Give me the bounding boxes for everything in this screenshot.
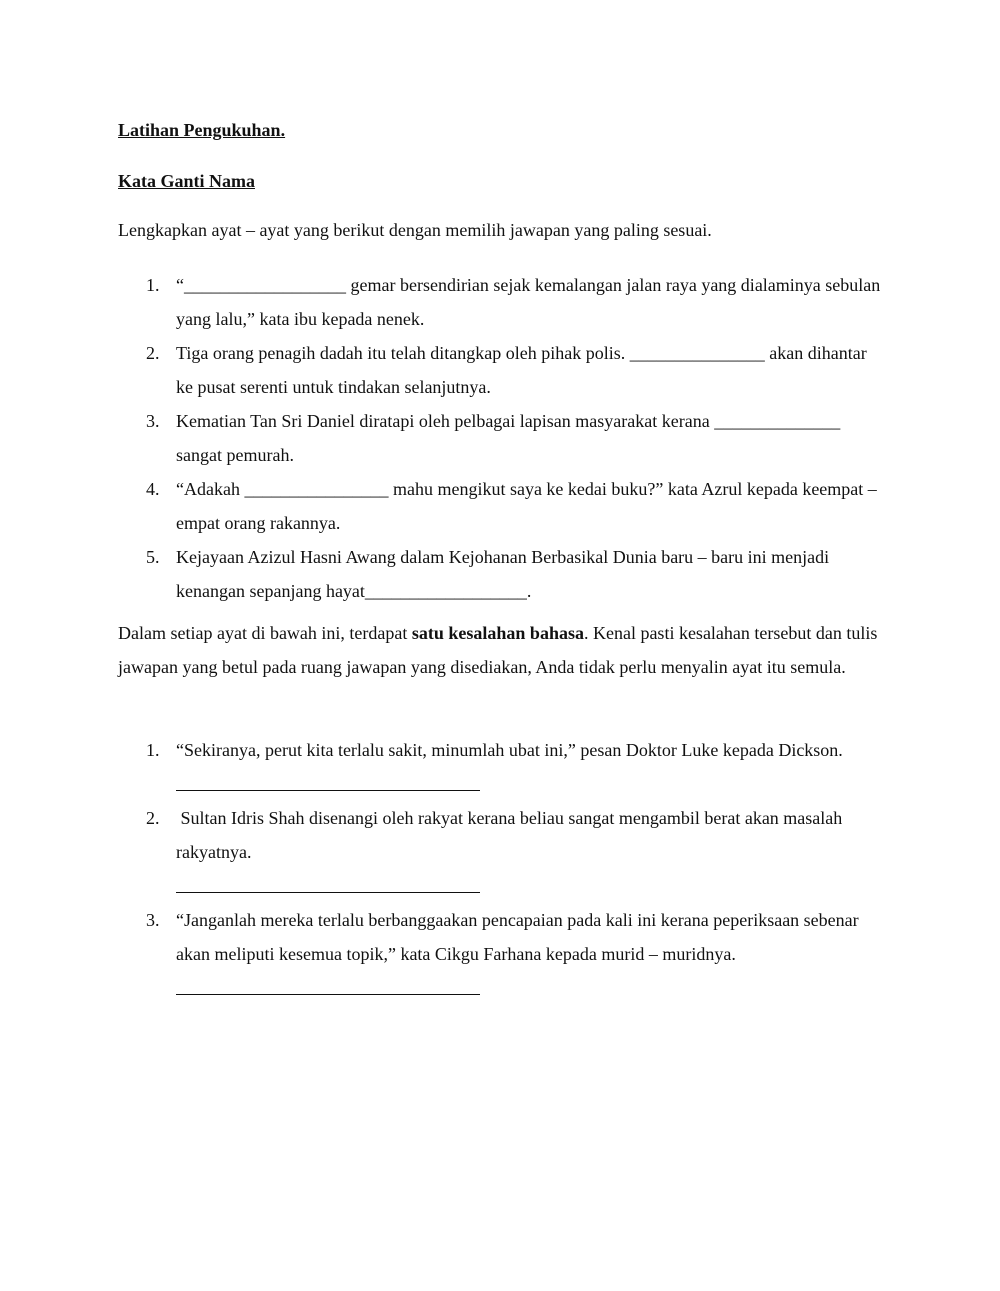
- answer-line[interactable]: [176, 869, 480, 893]
- question-text: Sultan Idris Shah disenangi oleh rakyat kerana beliau sangat mengambil berat akan masalah rakyatnya.: [176, 808, 847, 862]
- question-text: “Janganlah mereka terlalu berbanggaakan pencapaian pada kali ini kerana peperiksaan sebenar akan meliputi kesemua topik,” kata Cikgu Farhana kepada murid – muridnya.: [176, 910, 859, 964]
- section1-question: [118, 472, 888, 540]
- question-text: Tiga orang penagih dadah itu telah ditangkap oleh pihak polis. _______________ akan dihantar ke pusat serenti untuk tindakan selanjutnya.: [176, 343, 867, 397]
- instruction-emphasis: satu kesalahan bahasa: [411, 623, 584, 643]
- question-text: “Sekiranya, perut kita terlalu sakit, minumlah ubat ini,” pesan Doktor Luke kepada Dickson.: [176, 740, 843, 760]
- question-text: “__________________ gemar bersendirian sejak kemalangan jalan raya yang dialaminya sebulan yang lalu,” kata ibu kepada nenek.: [176, 275, 881, 329]
- question-number: 5.: [146, 547, 160, 567]
- section1-question: [118, 268, 888, 336]
- section1-question: [118, 336, 888, 404]
- question-number: 1.: [146, 740, 160, 760]
- question-number: 3.: [146, 910, 160, 930]
- instruction-text-before: Dalam setiap ayat di bawah ini, terdapat: [118, 623, 412, 643]
- section2-question: [118, 733, 888, 801]
- answer-line[interactable]: [176, 767, 480, 791]
- question-number: 2.: [146, 808, 160, 828]
- answer-space[interactable]: [176, 767, 888, 801]
- question-number: 1.: [146, 275, 160, 295]
- worksheet-subtitle: Kata Ganti Nama: [118, 171, 255, 191]
- question-number: 3.: [146, 411, 160, 431]
- instruction-text-after: . Kenal pasti kesalahan tersebut dan tulis jawapan yang betul pada ruang jawapan yang disediakan, Anda tidak perlu menyalin ayat itu semula.: [118, 623, 878, 677]
- answer-space[interactable]: [176, 869, 888, 903]
- question-text: “Adakah ________________ mahu mengikut saya ke kedai buku?” kata Azrul kepada keempat – empat orang rakannya.: [176, 479, 877, 533]
- section2-question: [118, 801, 888, 903]
- section1-question: [118, 540, 888, 608]
- section1-question-list: [118, 268, 888, 608]
- section1-question: [118, 404, 888, 472]
- answer-line[interactable]: [176, 971, 480, 995]
- section2-question: [118, 903, 888, 1005]
- question-number: 4.: [146, 479, 160, 499]
- section1-instruction: Lengkapkan ayat – ayat yang berikut dengan memilih jawapan yang paling sesuai.: [118, 220, 712, 240]
- section2-question-list: [118, 733, 888, 1005]
- question-text: Kematian Tan Sri Daniel diratapi oleh pelbagai lapisan masyarakat kerana ______________ sangat pemurah.: [176, 411, 841, 465]
- question-number: 2.: [146, 343, 160, 363]
- worksheet-title: Latihan Pengukuhan.: [118, 120, 286, 140]
- section2-instruction: [118, 616, 888, 684]
- answer-space[interactable]: [176, 971, 888, 1005]
- question-text: Kejayaan Azizul Hasni Awang dalam Kejohanan Berbasikal Dunia baru – baru ini menjadi kenangan sepanjang hayat__________________.: [176, 547, 830, 601]
